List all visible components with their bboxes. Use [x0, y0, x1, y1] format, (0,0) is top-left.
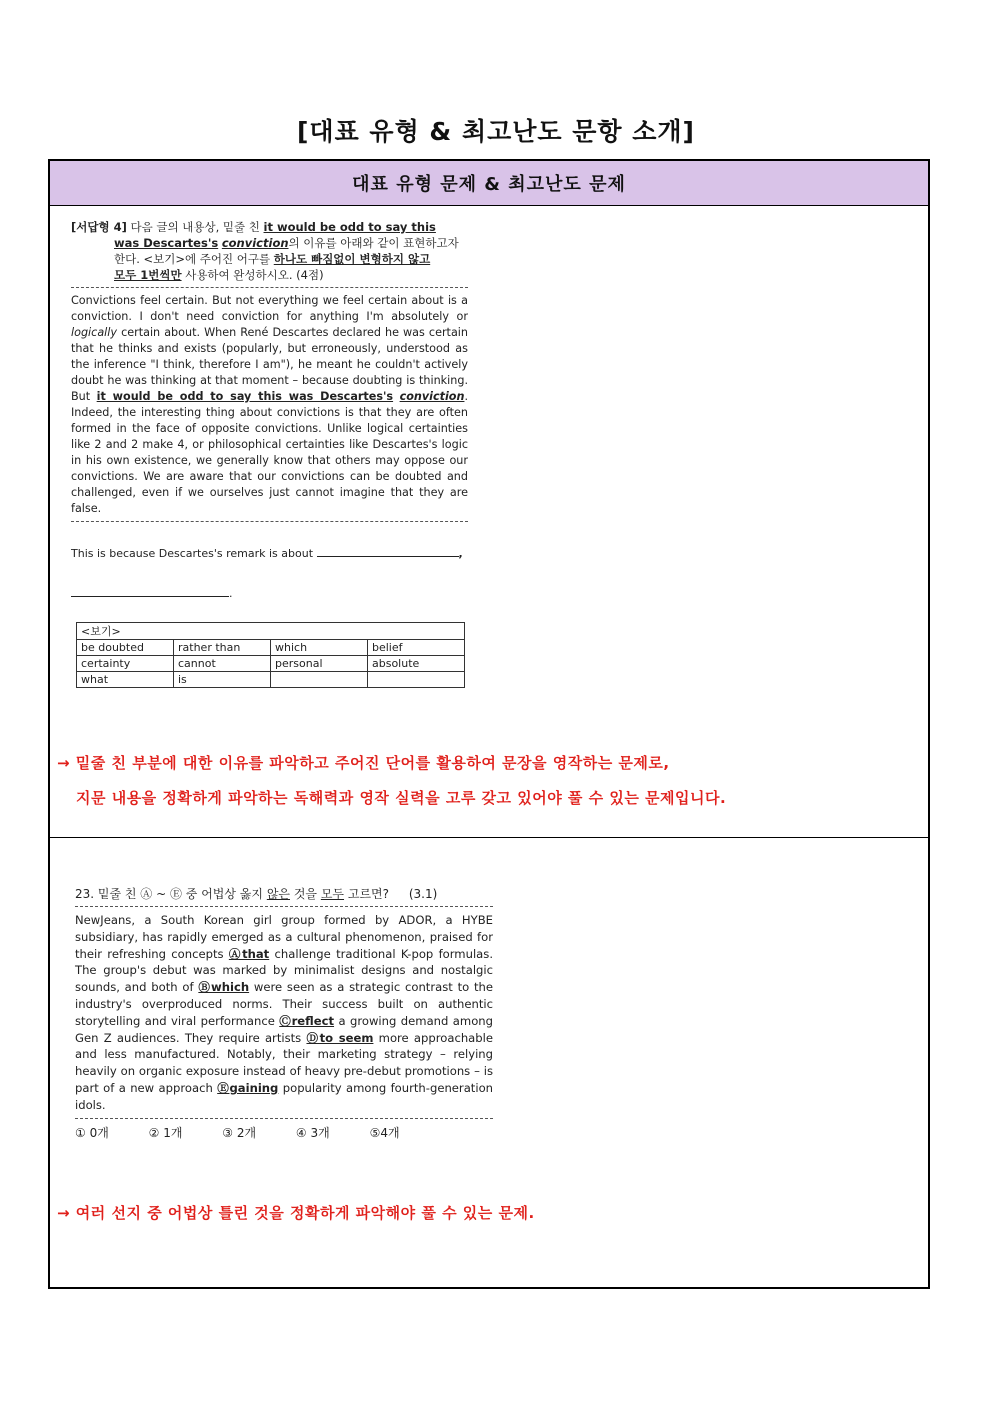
- q1-head-underline-3: 하나도 빠짐없이 변형하지 않고: [273, 252, 431, 266]
- question-1-label: [서답형 4]: [71, 220, 127, 234]
- bogi-table: [76, 622, 465, 688]
- choice-4[interactable]: ④ 3개: [295, 1125, 330, 1140]
- q1-head-underline-2: was Descartes's: [114, 236, 219, 250]
- passage-text: a growing demand among Gen Z audiences. They require artists: [75, 1013, 493, 1045]
- question-1: [71, 219, 468, 688]
- bogi-cell: cannot: [174, 656, 271, 672]
- passage-italic: logically: [71, 326, 118, 339]
- passage-text: NewJeans, a South Korean girl group formed by ADOR, a HYBE subsidiary, has rapidly emerged as a cultural phenomenon, praised for their refreshing concepts: [75, 913, 493, 961]
- answer-sentence-prefix: This is because Descartes's remark is about: [71, 547, 314, 560]
- q1-head-underline-4: 모두 1번씩만: [114, 268, 182, 282]
- answer-blank-2[interactable]: [71, 586, 229, 597]
- answer-period: .: [229, 587, 233, 600]
- bogi-cell: be doubted: [77, 640, 174, 656]
- q2-head-text: 고르면?: [347, 887, 390, 901]
- q2-head-text: 23. 밑줄 친 Ⓐ ~ Ⓔ 중 어법상 옳지: [75, 887, 263, 901]
- passage-text: Convictions feel certain. But not everything we feel certain about is a conviction. I don't need conviction for anything I'm absolutely or: [71, 294, 468, 323]
- divider-dashed: [75, 906, 493, 907]
- answer-sentence: [71, 546, 468, 600]
- answer-blank-1[interactable]: [317, 546, 459, 557]
- choice-5[interactable]: ⑤4개: [369, 1125, 400, 1140]
- passage-underline: it would be odd to say this was Descartes's: [96, 390, 394, 403]
- marker-b: Ⓑwhich: [198, 980, 250, 995]
- bogi-cell: personal: [271, 656, 368, 672]
- marker-d: Ⓓto seem: [306, 1030, 374, 1045]
- note-1-line-2: 지문 내용을 정확하게 파악하는 독해력과 영작 실력을 고루 갖고 있어야 풀 수 있는 문제입니다.: [76, 789, 727, 807]
- note-1-line-1: → 밑줄 친 부분에 대한 이유를 파악하고 주어진 단어를 활용하여 문장을 영작하는 문제로,: [57, 754, 670, 772]
- table-row: [77, 672, 465, 688]
- section-divider: [50, 837, 928, 838]
- bogi-cell: is: [174, 672, 271, 688]
- bogi-cell: belief: [368, 640, 465, 656]
- passage-underline-italic: conviction: [399, 390, 465, 403]
- question-2: [75, 886, 493, 1141]
- passage-text: challenge traditional K-pop formulas. The group's debut was marked by minimalist designs and nostalgic sounds, and both of: [75, 946, 493, 995]
- question-2-header: [75, 886, 493, 902]
- bogi-cell: what: [77, 672, 174, 688]
- table-row: [77, 656, 465, 672]
- question-2-passage: [75, 912, 493, 1114]
- page-title: [대표 유형 & 최고난도 문항 소개]: [297, 117, 695, 146]
- marker-e: Ⓔgaining: [217, 1080, 279, 1095]
- passage-text: were seen as a strategic contrast to the industry's overproduced norms. Their success built on authentic storytelling and viral performance: [75, 980, 493, 1028]
- q2-head-underline: 모두: [320, 887, 345, 901]
- q2-head-underline: 않은: [266, 887, 290, 901]
- note-2: → 여러 선지 중 어법상 틀린 것을 정확하게 파악해야 풀 수 있는 문제.: [57, 1204, 535, 1222]
- marker-a: Ⓐthat: [228, 946, 270, 961]
- bogi-cell: [271, 672, 368, 688]
- q1-head-text-4: 사용하여 완성하시오. (4점): [185, 268, 324, 282]
- divider-dashed: [71, 287, 468, 288]
- q1-head-underline-conviction: conviction: [221, 236, 289, 250]
- answer-choices: [75, 1124, 493, 1141]
- passage-text: . Indeed, the interesting thing about convictions is that they are often formed in the face of opposite convictions. Unlike logical certainties like 2 and 2 make 4, or philosophical certainties like Descartes's logic in his own existence, we generally know that others may oppose our convictions. We are aware that our convictions can be doubted and challenged, even if we ourselves just cannot imagine that they are false.: [71, 390, 469, 515]
- passage-text: more approachable and less manufactured. Notably, their marketing strategy – relying heavily on organic exposure instead of heavy pre-debut promotions – is part of a new approach: [75, 1030, 493, 1095]
- question-1-header: [71, 219, 468, 283]
- q2-score: (3.1): [408, 887, 438, 901]
- choice-1[interactable]: ① 0개: [75, 1125, 109, 1140]
- marker-c: Ⓒreflect: [279, 1013, 335, 1028]
- section-header: 대표 유형 문제 & 최고난도 문제: [50, 161, 928, 206]
- q1-head-text: 다음 글의 내용상, 밑줄 친: [130, 220, 260, 234]
- answer-comma: ,: [458, 547, 463, 560]
- bogi-cell: rather than: [174, 640, 271, 656]
- bogi-cell: absolute: [368, 656, 465, 672]
- divider-dashed: [75, 1118, 493, 1119]
- choice-3[interactable]: ③ 2개: [222, 1125, 257, 1140]
- choice-2[interactable]: ② 1개: [148, 1125, 183, 1140]
- q2-head-text: 것을: [293, 887, 318, 901]
- passage-text: certain about. When René Descartes declared he was certain that he thinks and exists (popularly, but erroneously, understood as the inference "I think, therefore I am"), he meant he couldn't actively doubt he was thinking at that moment – because doubting is thinking. But: [71, 326, 468, 403]
- q1-head-underline: it would be odd to say this: [263, 220, 436, 234]
- bogi-cell: certainty: [77, 656, 174, 672]
- question-1-passage: [71, 293, 468, 517]
- bogi-cell: [368, 672, 465, 688]
- bogi-title: <보기>: [77, 623, 465, 640]
- passage-text: popularity among fourth-generation idols.: [75, 1080, 494, 1112]
- bogi-cell: which: [271, 640, 368, 656]
- table-row: [77, 640, 465, 656]
- q1-head-text-2: 의 이유를 아래와 같이 표현하고자: [288, 236, 459, 250]
- q1-head-text-3: 한다. <보기>에 주어진 어구를: [114, 252, 271, 266]
- divider-dashed: [71, 521, 468, 522]
